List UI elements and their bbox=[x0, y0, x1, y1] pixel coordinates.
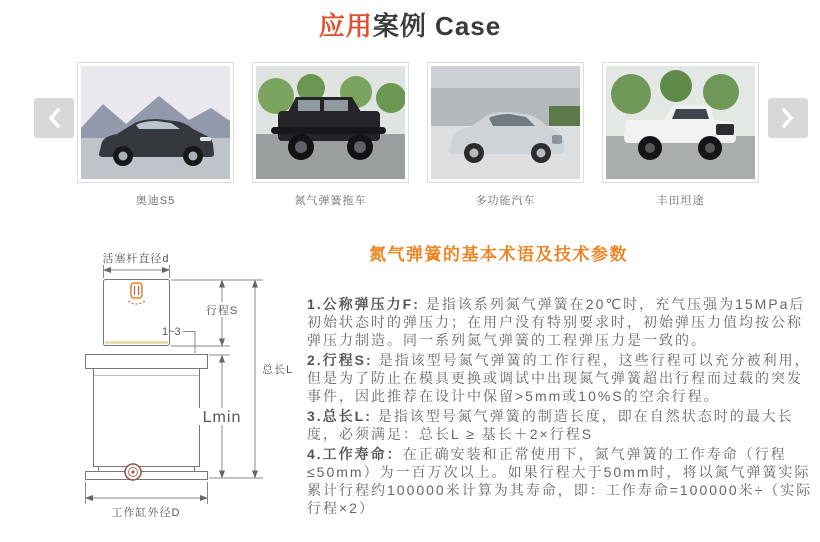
case-caption: 多功能汽车 bbox=[475, 195, 536, 207]
specs-heading: 氮气弹簧的基本术语及技术参数 bbox=[369, 245, 628, 264]
valve-emblem-icon bbox=[125, 464, 141, 480]
case-carousel bbox=[77, 62, 759, 208]
case-caption: 氮气弹簧拖车 bbox=[294, 195, 367, 207]
car-photo-dark-coupe bbox=[81, 66, 230, 179]
case-caption: 奥迪S5 bbox=[135, 195, 176, 207]
gas-spring-diagram bbox=[62, 242, 312, 532]
carousel-prev-button[interactable] bbox=[34, 98, 74, 138]
page-title-highlight: 应用 bbox=[318, 11, 373, 41]
chevron-left-icon bbox=[47, 108, 61, 128]
spec-item-nominal-force: 1.公称弹压力F: 是指该系列氮气弹簧在20℃时，充气压强为15MPa后初始状态时的弹压力；在用户没有特别要求时，初始弹压力值均按公称弹压力制造。同一系列氮气弹簧的工程弹压力是一致的。 bbox=[307, 296, 806, 348]
case-image-trailer-jeep[interactable] bbox=[252, 62, 409, 183]
label-total-length: 总长L bbox=[262, 364, 294, 376]
case-card-suv bbox=[427, 62, 584, 208]
label-cylinder-outer-diameter: 工作缸外径D bbox=[111, 507, 181, 519]
spec-item-stroke: 2.行程S: 是指该型号氮气弹簧的工作行程，这些行程可以充分被利用，但是为了防止在模具更换或调试中出现氮气弹簧超出行程而过载的突发事件，因此推荐在设计中保留>5mm或10%S的空余行程。 bbox=[307, 352, 811, 404]
page-title bbox=[0, 6, 820, 43]
case-caption: 丰田坦途 bbox=[656, 195, 705, 207]
page-title-rest: 案例 Case bbox=[372, 11, 502, 41]
car-photo-black-jeep bbox=[256, 66, 405, 179]
label-lmin: Lmin bbox=[202, 409, 242, 426]
case-card-audi-s5 bbox=[77, 62, 234, 208]
label-stroke: 行程S bbox=[205, 305, 239, 317]
car-photo-silver-suv bbox=[431, 66, 580, 179]
case-image-suv[interactable] bbox=[427, 62, 584, 183]
carousel-next-button[interactable] bbox=[768, 98, 808, 138]
case-card-pickup bbox=[602, 62, 759, 208]
label-gap-1-3: 1~3 bbox=[162, 326, 181, 338]
car-photo-white-pickup bbox=[606, 66, 755, 179]
gas-spring-outline bbox=[86, 280, 208, 480]
case-image-pickup[interactable] bbox=[602, 62, 759, 183]
spec-item-service-life: 4.工作寿命：在正确安装和正常使用下，氮气弹簧的工作寿命（行程≤50mm）为一百万次以上。如果行程大于50mm时，将以氮气弹簧实际累计行程约100000米计算为其寿命，即：工作寿命=100000米÷（实际行程×2） bbox=[307, 446, 813, 516]
spec-item-total-length: 3.总长L: 是指该型号氮气弹簧的制造长度，即在自然状态时的最大长度，必须满足：总长L ≥ 基长＋2×行程S bbox=[307, 408, 794, 442]
chevron-right-icon bbox=[781, 108, 795, 128]
label-piston-rod-diameter: 活塞杆直径d bbox=[102, 253, 170, 265]
case-card-trailer-jeep bbox=[252, 62, 409, 208]
case-image-audi-s5[interactable] bbox=[77, 62, 234, 183]
specs-section bbox=[307, 240, 817, 519]
